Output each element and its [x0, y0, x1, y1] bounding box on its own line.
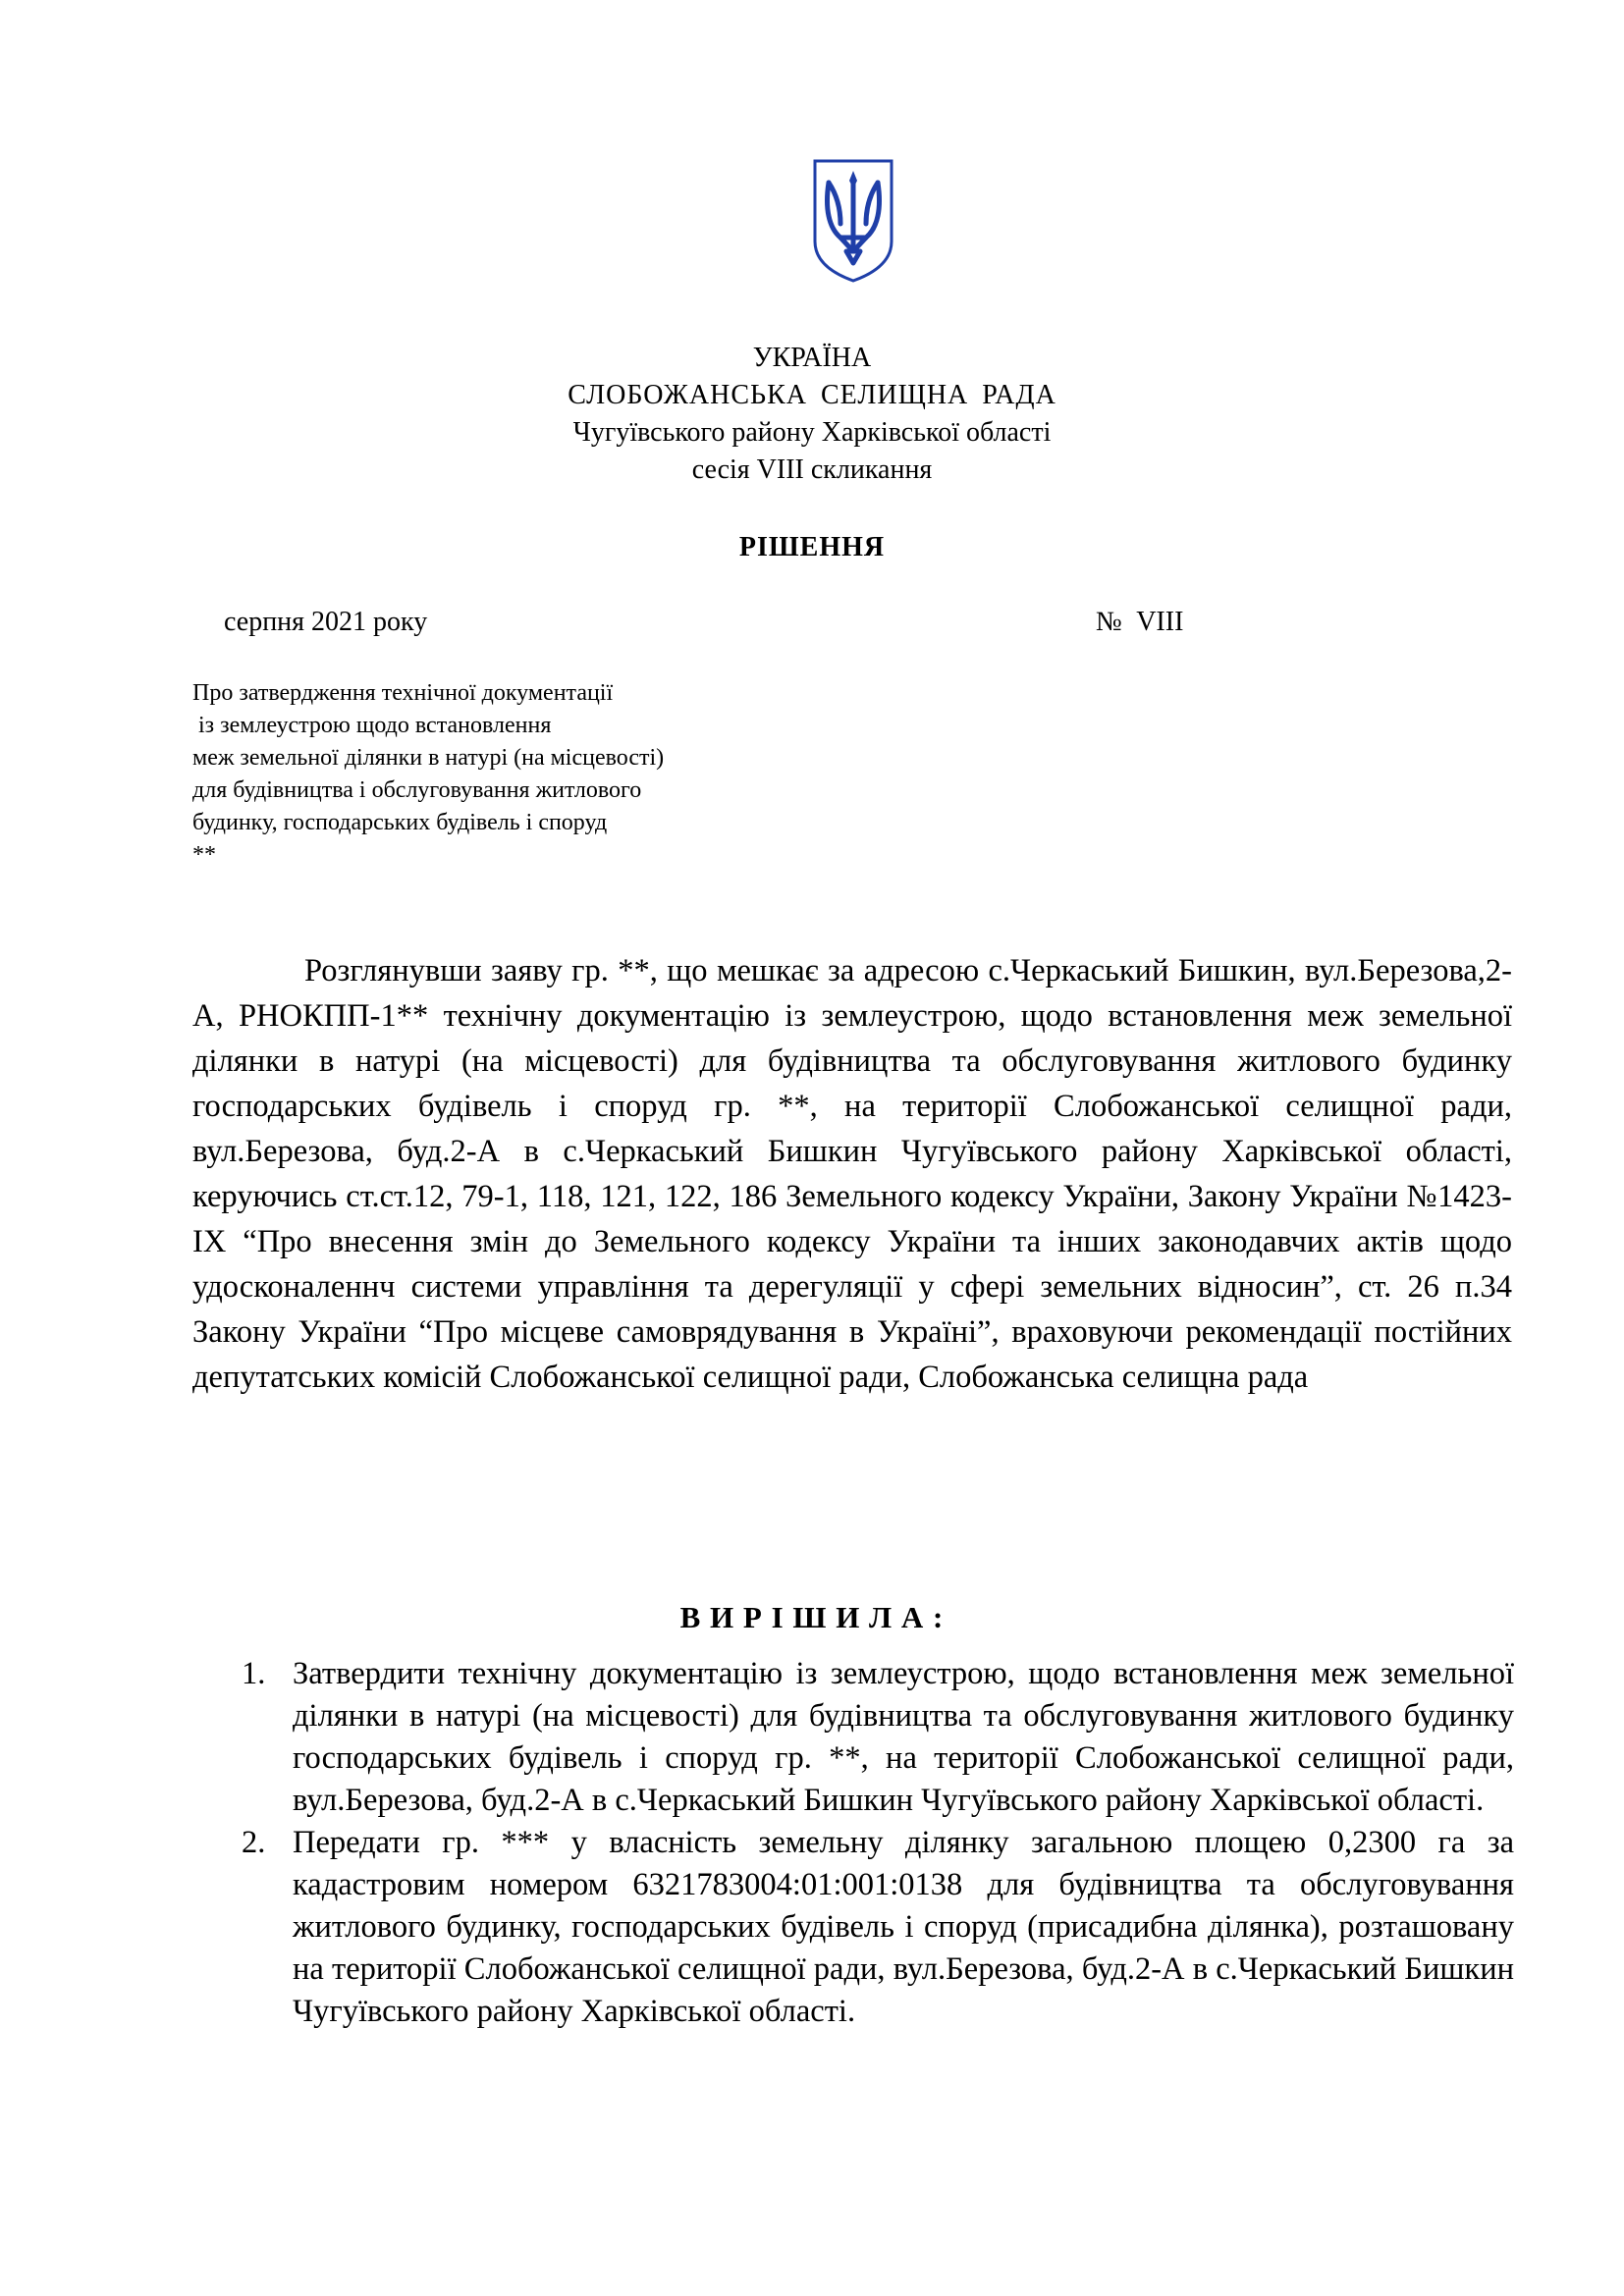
- decision-item-number: 1.: [242, 1656, 266, 1691]
- subject-line: Про затвердження технічної документації: [192, 680, 614, 706]
- decision-date: серпня 2021 року: [224, 607, 428, 637]
- subject-line: **: [192, 842, 216, 868]
- decision-item-text: Передати гр. *** у власність земельну ділянку загальною площею 0,2300 га за кадастровим номером 6321783004:01:001:0138 для будівництва та обслуговування житлового будинку, господарських будівель і споруд (присадибна ділянка), розташовану на території Слобожанської селищної ради, вул.Березова, буд.2-А в с.Черкаський Бишкин Чугуївського району Харківської області.: [293, 1825, 1514, 2029]
- resolved-heading: В И Р І Ш И Л А :: [679, 1600, 945, 1634]
- decision-item-text: Затвердити технічну документацію із землеустрою, щодо встановлення меж земельної ділянки в натурі (на місцевості) для будівництва та обслуговування житлового будинку господарських будівель і споруд гр. **, на території Слобожанської селищної ради, вул.Березова, буд.2-А в с.Черкаський Бишкин Чугуївського району Харківської області.: [293, 1656, 1514, 1818]
- subject-line: меж земельної ділянки в натурі (на місцевості): [192, 745, 665, 771]
- decision-title: РІШЕННЯ: [738, 532, 886, 562]
- country-name: УКРАЇНА: [752, 343, 872, 373]
- decision-item-number: 2.: [242, 1825, 266, 1860]
- session-info: сесія VIII скликання: [691, 454, 933, 485]
- district-name: Чугуївського району Харківської області: [572, 417, 1052, 448]
- subject-line: для будівництва і обслуговування житлового: [192, 777, 642, 803]
- decision-item: [242, 1653, 1514, 1822]
- subject-line: будинку, господарських будівель і споруд: [192, 810, 608, 835]
- decision-item: [242, 1822, 1514, 2033]
- decision-subject: [192, 677, 899, 872]
- decision-items-list: [242, 1653, 1514, 2033]
- document-header: [0, 340, 1624, 489]
- council-name: СЛОБОЖАНСЬКА СЕЛИЩНА РАДА: [568, 380, 1056, 410]
- subject-line: із землеустрою щодо встановлення: [192, 713, 552, 738]
- decision-number: № VIII: [1096, 607, 1184, 637]
- preamble-paragraph: Розглянувши заяву гр. **, що мешкає за адресою с.Черкаський Бишкин, вул.Березова,2-А, РНОКПП-1** технічну документацію із землеустрою, щодо встановлення меж земельної ділянки в натурі (на місцевості) для будівництва та обслуговування житлового будинку господарських будівель і споруд гр. **, на території Слобожанської селищної ради, вул.Березова, буд.2-А в с.Черкаський Бишкин Чугуївського району Харківської області, керуючись ст.ст.12, 79-1, 118, 121, 122, 186 Земельного кодексу України, Закону України №1423-IX “Про внесення змін до Земельного кодексу України та інших законодавчих актів щодо удосконаленнч системи управління та дерегуляції у сфері земельних відносин”, ст. 26 п.34 Закону України “Про місцеве самоврядування в Україні”, враховуючи рекомендації постійних депутатських комісій Слобожанської селищної ради, Слобожанська селищна рада: [192, 953, 1512, 1395]
- trident-coat-of-arms-icon: [811, 157, 895, 285]
